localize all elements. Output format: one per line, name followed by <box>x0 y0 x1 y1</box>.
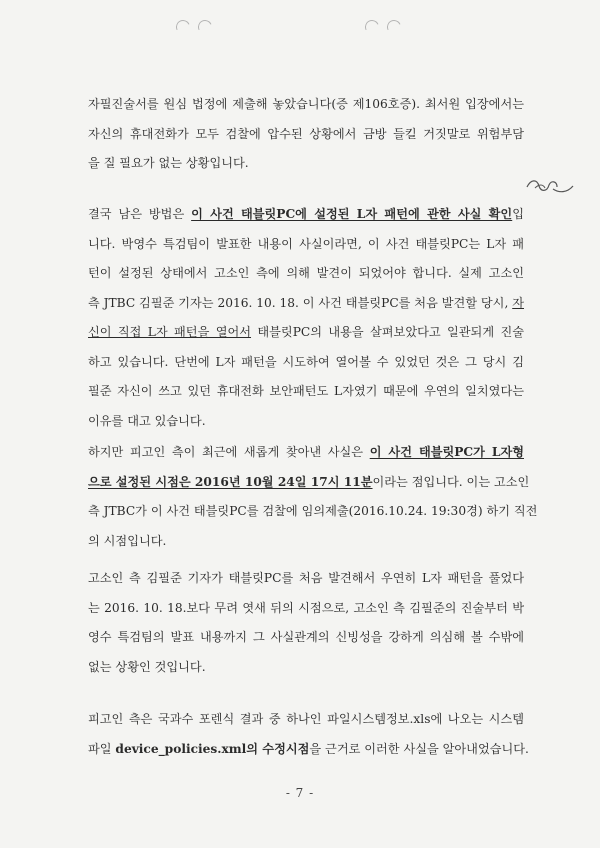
paragraph-1 <box>88 90 524 179</box>
text-run: 필준 자신이 쓰고 있던 휴대전화 보안패턴도 L자였기 때문에 우연의 일치였다는 <box>88 384 524 398</box>
text-line <box>88 623 524 653</box>
text-line <box>88 200 524 230</box>
text-run: 이라는 점입니다. 이는 고소인 <box>372 474 530 489</box>
text-run: 없는 상황인 것입니다. <box>88 659 206 674</box>
emphasized-text: 이 사건 태블릿PC에 설정된 L자 패턴에 관한 사실 확인 <box>191 207 513 221</box>
text-line <box>88 259 524 289</box>
margin-scribble-icon <box>523 175 577 197</box>
text-run: 을 질 필요가 없는 상황입니다. <box>88 156 249 170</box>
emphasized-text: 이 사건 태블릿PC가 L자형 <box>369 445 524 459</box>
text-line <box>88 149 524 179</box>
text-line <box>88 318 524 348</box>
paragraph-2 <box>88 200 524 436</box>
text-run: 측 JTBC가 이 사건 태블릿PC를 검찰에 임의제출(2016.10.24. 19:30경) 하기 직전 <box>88 504 538 518</box>
text-run: 하지만 피고인 측이 최근에 새롭게 찾아낸 사실은 <box>88 445 370 459</box>
text-run: 자필진술서를 원심 법정에 제출해 놓았습니다(증 제106호증). 최서원 입장에서는 <box>88 97 524 111</box>
paragraph-4 <box>88 564 524 682</box>
emphasized-text: 신이 직접 L자 패턴을 열어서 <box>88 325 252 339</box>
text-line <box>88 377 524 407</box>
text-line <box>88 407 524 437</box>
text-line <box>88 468 530 498</box>
text-run: 파일 <box>88 741 116 756</box>
emphasized-text: 으로 설정된 시점은 2016년 10월 24일 17시 11분 <box>88 474 373 489</box>
text-line <box>88 438 524 468</box>
text-line <box>88 653 524 683</box>
text-run: 태블릿PC의 내용을 살펴보았다고 일관되게 진술 <box>251 325 524 339</box>
text-run: 턴이 설정된 상태에서 고소인 측에 의해 발견이 되었어야 합니다. 실제 고소인 <box>88 266 524 280</box>
text-line <box>88 564 524 594</box>
text-line <box>88 497 538 527</box>
text-run: 니다. 박영수 특검팀이 발표한 내용이 사실이라면, 이 사건 태블릿PC는 L자 패 <box>88 236 524 251</box>
emphasized-text: device_policies.xml의 수정시점 <box>115 741 310 756</box>
text-run: 는 2016. 10. 18.보다 무려 엿새 뒤의 시점으로, 고소인 측 김필준의 진술부터 박 <box>88 600 524 615</box>
text-line <box>88 735 529 765</box>
binder-hole-icon <box>363 18 381 36</box>
page-number: - 7 - <box>285 786 315 800</box>
binder-hole-icon <box>174 18 192 36</box>
binder-hole-icon <box>196 18 214 36</box>
text-line <box>88 705 524 735</box>
text-run: 입 <box>512 207 524 221</box>
text-run: 측 JTBC 김필준 기자는 2016. 10. 18. 이 사건 태블릿PC를 처음 발견할 당시, <box>88 295 513 310</box>
text-run: 영수 특검팀의 발표 내용까지 그 사실관계의 신빙성을 강하게 의심해 볼 수밖에 <box>88 630 524 644</box>
text-line <box>88 90 524 120</box>
text-run: 피고인 측은 국과수 포렌식 결과 중 하나인 파일시스템정보.xls에 나오는 시스템 <box>88 712 524 726</box>
text-run: 이유를 대고 있습니다. <box>88 413 206 428</box>
text-line <box>88 594 524 624</box>
binder-holes <box>0 20 600 40</box>
text-run: 결국 남은 방법은 <box>88 207 192 221</box>
text-run: 고소인 측 김필준 기자가 태블릿PC를 처음 발견해서 우연히 L자 패턴을 풀었다 <box>88 571 524 585</box>
text-line <box>88 348 524 378</box>
binder-hole-icon <box>385 18 403 36</box>
text-line <box>88 120 524 150</box>
text-run: 자신의 휴대전화가 모두 검찰에 압수된 상황에서 금방 들킬 거짓말로 위험부담 <box>88 126 524 141</box>
text-run: 의 시점입니다. <box>88 533 167 548</box>
paragraph-5 <box>88 705 529 764</box>
emphasized-text: 자 <box>512 295 524 310</box>
paragraph-3 <box>88 438 538 556</box>
text-run: 하고 있습니다. 단번에 L자 패턴을 시도하여 열어볼 수 있었던 것은 그 당시 김 <box>88 354 524 369</box>
text-line <box>88 230 524 260</box>
text-line <box>88 289 524 319</box>
text-run: 을 근거로 이러한 사실을 알아내었습니다. <box>309 741 529 756</box>
text-line <box>88 527 524 557</box>
